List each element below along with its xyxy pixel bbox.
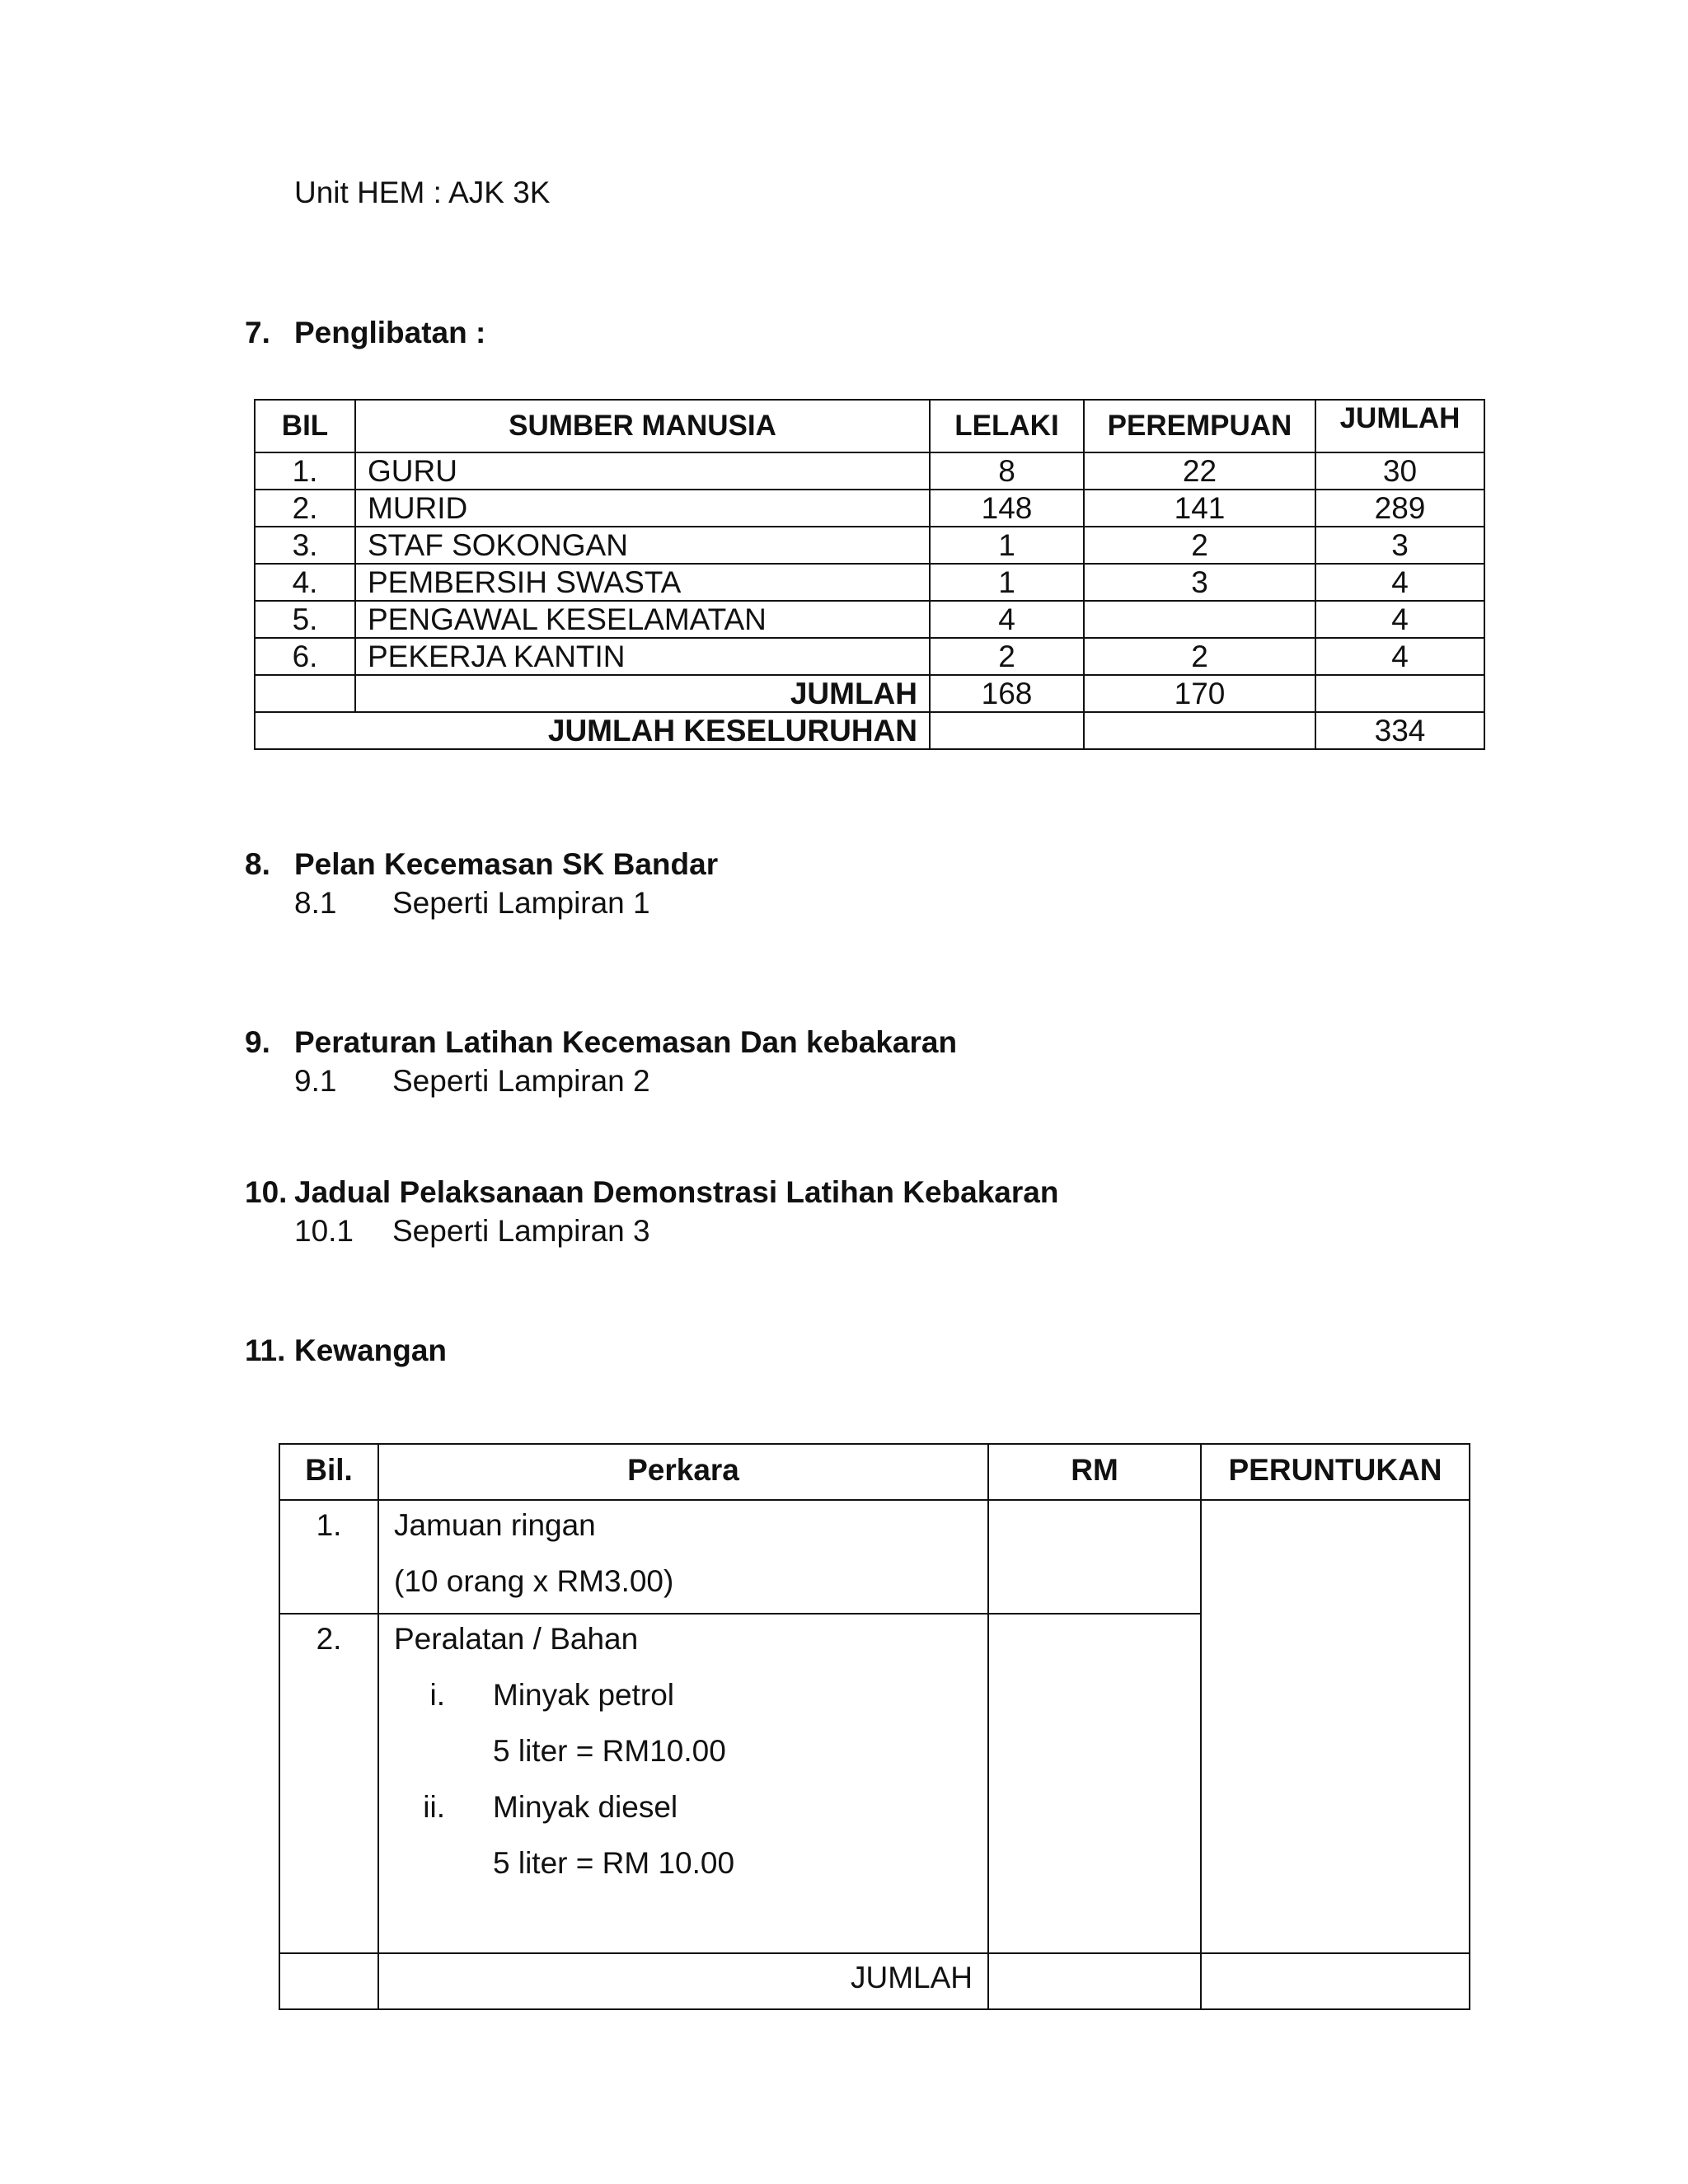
cell-perempuan: 141 bbox=[1084, 490, 1315, 527]
section-7-number: 7. bbox=[245, 316, 270, 349]
sub-item-1-name: Minyak petrol bbox=[493, 1678, 675, 1712]
cell-perempuan: 2 bbox=[1084, 638, 1315, 675]
sub-item-2-qty: 5 liter = RM 10.00 bbox=[493, 1846, 735, 1880]
total-row bbox=[279, 1953, 1470, 2009]
table-row bbox=[255, 564, 1484, 601]
table-header-row bbox=[255, 400, 1484, 452]
cell-bil: 6. bbox=[255, 638, 355, 675]
cell-jumlah: 4 bbox=[1315, 564, 1484, 601]
table-row bbox=[279, 1500, 1470, 1614]
item-1-bil: 1. bbox=[316, 1508, 342, 1542]
cell-jumlah: 30 bbox=[1315, 452, 1484, 490]
section-9-sub-number: 9.1 bbox=[294, 1064, 337, 1098]
cell-bil: 1. bbox=[255, 452, 355, 490]
cell-jumlah: 3 bbox=[1315, 527, 1484, 564]
cell-sumber: MURID bbox=[355, 490, 930, 527]
header-peruntukan: PERUNTUKAN bbox=[1201, 1444, 1470, 1500]
cell-jumlah: 4 bbox=[1315, 638, 1484, 675]
table-row bbox=[255, 638, 1484, 675]
kewangan-table bbox=[279, 1443, 1470, 2010]
header-bil: Bil. bbox=[279, 1444, 378, 1500]
item-2-bil: 2. bbox=[316, 1622, 342, 1656]
cell-perempuan: 2 bbox=[1084, 527, 1315, 564]
header-lelaki: LELAKI bbox=[930, 400, 1084, 452]
cell-perempuan bbox=[1084, 601, 1315, 638]
section-9-sub-text: Seperti Lampiran 2 bbox=[392, 1064, 650, 1098]
cell-empty bbox=[255, 675, 355, 712]
section-7-title: Penglibatan : bbox=[294, 316, 486, 349]
keseluruhan-row bbox=[255, 712, 1484, 749]
unit-line: Unit HEM : AJK 3K bbox=[294, 176, 551, 209]
cell-bil: 5. bbox=[255, 601, 355, 638]
item-1-rm bbox=[988, 1500, 1201, 1614]
section-10-title: Jadual Pelaksanaan Demonstrasi Latihan Kebakaran bbox=[294, 1175, 1059, 1209]
item-1-title: Jamuan ringan bbox=[394, 1508, 596, 1542]
cell-sumber: GURU bbox=[355, 452, 930, 490]
cell-perempuan: 22 bbox=[1084, 452, 1315, 490]
cell-lelaki: 1 bbox=[930, 564, 1084, 601]
header-bil: BIL bbox=[255, 400, 355, 452]
cell-empty bbox=[1084, 712, 1315, 749]
cell-sumber: STAF SOKONGAN bbox=[355, 527, 930, 564]
cell-sumber: PENGAWAL KESELAMATAN bbox=[355, 601, 930, 638]
jumlah-perempuan: 170 bbox=[1084, 675, 1315, 712]
sub-item-2-name: Minyak diesel bbox=[493, 1790, 678, 1824]
section-9-number: 9. bbox=[245, 1025, 270, 1059]
table-row bbox=[255, 601, 1484, 638]
cell-bil: 4. bbox=[255, 564, 355, 601]
cell-bil: 3. bbox=[255, 527, 355, 564]
table-row bbox=[255, 452, 1484, 490]
section-10-number: 10. bbox=[245, 1175, 288, 1209]
header-perkara: Perkara bbox=[378, 1444, 988, 1500]
cell-bil: 2. bbox=[255, 490, 355, 527]
table-header-row bbox=[279, 1444, 1470, 1500]
header-perempuan: PEREMPUAN bbox=[1084, 400, 1315, 452]
sub-item-1-number: i. bbox=[429, 1678, 445, 1712]
section-11-number: 11. bbox=[245, 1333, 286, 1367]
keseluruhan-label: JUMLAH KESELURUHAN bbox=[255, 712, 930, 749]
section-8-number: 8. bbox=[245, 847, 270, 881]
section-8-title: Pelan Kecemasan SK Bandar bbox=[294, 847, 719, 881]
total-rm bbox=[988, 1953, 1201, 2009]
cell-empty bbox=[930, 712, 1084, 749]
cell-jumlah: 4 bbox=[1315, 601, 1484, 638]
jumlah-row bbox=[255, 675, 1484, 712]
cell-perempuan: 3 bbox=[1084, 564, 1315, 601]
peruntukan-cell bbox=[1201, 1500, 1470, 1953]
cell-lelaki: 148 bbox=[930, 490, 1084, 527]
header-rm: RM bbox=[988, 1444, 1201, 1500]
cell-lelaki: 1 bbox=[930, 527, 1084, 564]
section-9-title: Peraturan Latihan Kecemasan Dan kebakaran bbox=[294, 1025, 958, 1059]
cell-empty bbox=[279, 1953, 378, 2009]
cell-sumber: PEMBERSIH SWASTA bbox=[355, 564, 930, 601]
section-10-sub-number: 10.1 bbox=[294, 1214, 354, 1248]
sub-item-1-qty: 5 liter = RM10.00 bbox=[493, 1734, 726, 1768]
sub-item-2-number: ii. bbox=[423, 1790, 445, 1824]
item-2-title: Peralatan / Bahan bbox=[394, 1622, 639, 1656]
cell-sumber: PEKERJA KANTIN bbox=[355, 638, 930, 675]
section-8-sub-number: 8.1 bbox=[294, 886, 337, 920]
header-jumlah: JUMLAH bbox=[1315, 400, 1484, 452]
cell-lelaki: 8 bbox=[930, 452, 1084, 490]
item-1-detail: (10 orang x RM3.00) bbox=[394, 1564, 674, 1598]
total-label: JUMLAH bbox=[378, 1953, 988, 2009]
cell-lelaki: 4 bbox=[930, 601, 1084, 638]
section-11-title: Kewangan bbox=[294, 1333, 448, 1367]
table-row bbox=[255, 527, 1484, 564]
cell-jumlah: 289 bbox=[1315, 490, 1484, 527]
total-peruntukan bbox=[1201, 1953, 1470, 2009]
jumlah-lelaki: 168 bbox=[930, 675, 1084, 712]
header-sumber-manusia: SUMBER MANUSIA bbox=[355, 400, 930, 452]
jumlah-label: JUMLAH bbox=[355, 675, 930, 712]
keseluruhan-total: 334 bbox=[1315, 712, 1484, 749]
section-10-sub-text: Seperti Lampiran 3 bbox=[392, 1214, 650, 1248]
jumlah-total bbox=[1315, 675, 1484, 712]
item-2-rm bbox=[988, 1614, 1201, 1953]
table-row bbox=[255, 490, 1484, 527]
section-8-sub-text: Seperti Lampiran 1 bbox=[392, 886, 650, 920]
penglibatan-table bbox=[254, 399, 1485, 750]
cell-lelaki: 2 bbox=[930, 638, 1084, 675]
